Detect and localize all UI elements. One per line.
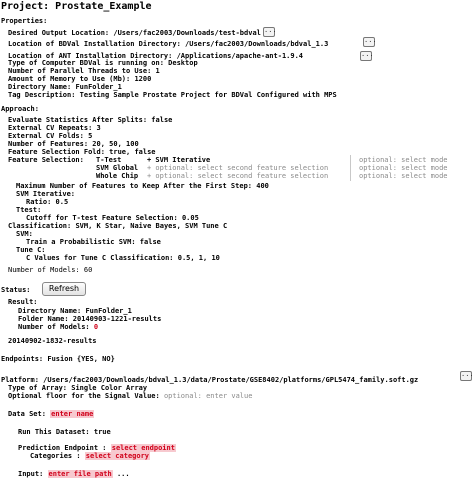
desired-output-browse-button[interactable]: ... — [263, 27, 275, 37]
endpoints-row — [1, 355, 115, 363]
probabilistic-row — [26, 238, 161, 246]
ratio-label: Ratio: — [26, 198, 52, 206]
run-dataset-row — [18, 428, 111, 436]
dataset-label: Data Set: — [8, 410, 46, 418]
cv-repeats-row — [8, 124, 101, 132]
bdval-dir-value: /Users/fac2003/Downloads/bdval_1.3 — [185, 40, 329, 48]
tune-c-heading: Tune C: — [16, 246, 46, 254]
cutoff-value: 0.05 — [181, 214, 199, 222]
input-label: Input: — [18, 470, 44, 478]
desired-output-label: Desired Output Location: — [8, 29, 110, 37]
memory-value: 1200 — [134, 75, 152, 83]
cutoff-row — [26, 214, 199, 222]
result-directory-label: Directory Name: — [18, 307, 82, 315]
refresh-button[interactable]: Refresh — [42, 282, 86, 296]
categories-select[interactable]: select category — [85, 452, 150, 460]
input-file-path[interactable]: enter file path — [48, 470, 112, 478]
result-heading: Result: — [8, 298, 38, 306]
threads-label: Number of Parallel Threads to Use: — [8, 67, 152, 75]
fs-second-1[interactable]: + optional: select second feature selection — [147, 164, 329, 172]
dataset-name-input[interactable]: enter name — [51, 410, 94, 418]
fs-first-2[interactable]: Whole Chip — [96, 172, 139, 180]
prediction-endpoint-row — [18, 444, 176, 452]
platform-row — [1, 376, 418, 384]
array-type-value: Single Color Array — [71, 384, 148, 392]
directory-name-label: Directory Name: — [8, 83, 72, 91]
result-num-models-value: 0 — [93, 323, 99, 331]
status-label: Status: — [1, 286, 31, 294]
result-directory-row — [18, 307, 132, 315]
bdval-dir-label: Location of BDVal Installation Directory: — [8, 40, 181, 48]
properties-heading: Properties: — [1, 17, 48, 25]
max-features-value: 400 — [256, 182, 269, 190]
older-result-link[interactable]: 20140902-1832-results — [8, 337, 97, 345]
platform-browse-button[interactable]: ... — [460, 371, 472, 381]
feature-selection-label: Feature Selection: — [8, 156, 84, 164]
c-values-label: C Values for Tune C Classification: — [26, 254, 174, 262]
desired-output-row — [8, 29, 261, 37]
approach-num-models-row — [8, 266, 92, 274]
fs-optional-1[interactable]: optional: select mode — [359, 164, 448, 172]
fs-first-0[interactable]: T-Test — [96, 156, 122, 164]
categories-label: Categories : — [30, 452, 81, 460]
optional-floor-label: Optional floor for the Signal Value: — [8, 392, 160, 400]
ratio-row — [26, 198, 68, 206]
endpoints-label: Endpoints: — [1, 355, 44, 363]
directory-name-value: FunFolder_1 — [75, 83, 122, 91]
tag-description-value: Testing Sample Prostate Project for BDVal Configured with MPS — [79, 91, 337, 99]
array-type-row — [8, 384, 147, 392]
ant-dir-label: Location of ANT Installation Directory: — [8, 52, 173, 60]
classification-row — [8, 222, 227, 230]
eval-stats-label: Evaluate Statistics After Splits: — [8, 116, 148, 124]
memory-row — [8, 75, 151, 83]
approach-heading: Approach: — [1, 105, 39, 113]
probabilistic-label: Train a Probabilistic SVM: — [26, 238, 136, 246]
num-features-label: Number of Features: — [8, 140, 89, 148]
c-values-value: 0.5, 1, 10 — [177, 254, 220, 262]
threads-row — [8, 67, 160, 75]
directory-name-row — [8, 83, 122, 91]
optional-floor-row — [8, 392, 252, 400]
feature-selection-divider — [350, 155, 351, 181]
computer-type-row — [8, 59, 198, 67]
fs-optional-2[interactable]: optional: select mode — [359, 172, 448, 180]
feature-fold-label: Feature Selection Fold: — [8, 148, 105, 156]
optional-floor-input[interactable]: optional: enter value — [163, 392, 253, 400]
platform-label: Platform: — [1, 376, 39, 384]
tag-description-label: Tag Description: — [8, 91, 76, 99]
ant-dir-value: /Applications/apache-ant-1.9.4 — [176, 52, 304, 60]
platform-value: /Users/fac2003/Downloads/bdval_1.3/data/Prostate/GSE8402/platforms/GPL5474_family.soft.gz — [43, 376, 419, 384]
tag-description-row — [8, 91, 337, 99]
bdval-dir-row — [8, 40, 328, 48]
run-dataset-value: true — [93, 428, 111, 436]
result-folder-label: Folder Name: — [18, 315, 69, 323]
cv-folds-value: 5 — [88, 132, 93, 140]
result-num-models-label: Number of Models: — [18, 323, 90, 331]
eval-stats-value: false — [151, 116, 173, 124]
cutoff-label: Cutoff for T-test Feature Selection: — [26, 214, 178, 222]
result-num-models-row — [18, 323, 98, 331]
eval-stats-row — [8, 116, 172, 124]
ratio-value: 0.5 — [55, 198, 69, 206]
result-folder-row — [18, 315, 161, 323]
memory-label: Amount of Memory to Use (Mb): — [8, 75, 131, 83]
classification-value: SVM, K Star, Naive Bayes, SVM Tune C — [75, 222, 228, 230]
svm-iterative-heading: SVM Iterative: — [16, 190, 76, 198]
threads-value: 1 — [155, 67, 160, 75]
num-features-value: 20, 50, 100 — [92, 140, 139, 148]
run-dataset-label: Run This Dataset: — [18, 428, 90, 436]
endpoints-value: Fusion {YES, NO} — [47, 355, 115, 363]
prediction-endpoint-select[interactable]: select endpoint — [111, 444, 175, 452]
ant-dir-browse-button[interactable]: ... — [360, 51, 372, 61]
probabilistic-value: false — [139, 238, 161, 246]
num-features-row — [8, 140, 139, 148]
cv-repeats-label: External CV Repeats: — [8, 124, 93, 132]
cv-folds-row — [8, 132, 92, 140]
cv-folds-label: External CV Folds: — [8, 132, 84, 140]
computer-type-value: Desktop — [168, 59, 198, 67]
prediction-endpoint-label: Prediction Endpoint : — [18, 444, 107, 452]
max-features-label: Maximum Number of Features to Keep After the First Step: — [16, 182, 253, 190]
bdval-dir-browse-button[interactable]: ... — [363, 37, 375, 47]
max-features-row — [16, 182, 269, 190]
ttest-heading: Ttest: — [16, 206, 42, 214]
result-directory-value: FunFolder_1 — [85, 307, 132, 315]
approach-num-models-value: 60 — [83, 266, 93, 274]
desired-output-value: /Users/fac2003/Downloads/test-bdval — [113, 29, 261, 37]
approach-num-models-label: Number of Models: — [8, 266, 80, 274]
dataset-row — [8, 410, 94, 418]
input-browse-button[interactable]: ... — [116, 470, 130, 478]
feature-fold-value: true, false — [109, 148, 156, 156]
input-row — [18, 470, 130, 478]
result-folder-value: 20140903-1221-results — [72, 315, 162, 323]
c-values-row — [26, 254, 220, 262]
page-title: Project: Prostate_Example — [1, 1, 152, 12]
classification-label: Classification: — [8, 222, 72, 230]
fs-optional-0[interactable]: optional: select mode — [359, 156, 448, 164]
feature-fold-row — [8, 148, 156, 156]
categories-row — [30, 452, 150, 460]
svm-heading: SVM: — [16, 230, 33, 238]
fs-second-0[interactable]: + SVM Iterative — [147, 156, 211, 164]
cv-repeats-value: 3 — [96, 124, 101, 132]
computer-type-label: Type of Computer BDVal is running on: — [8, 59, 164, 67]
fs-first-1[interactable]: SVM Global — [96, 164, 139, 172]
fs-second-2[interactable]: + optional: select second feature selection — [147, 172, 329, 180]
array-type-label: Type of Array: — [8, 384, 68, 392]
